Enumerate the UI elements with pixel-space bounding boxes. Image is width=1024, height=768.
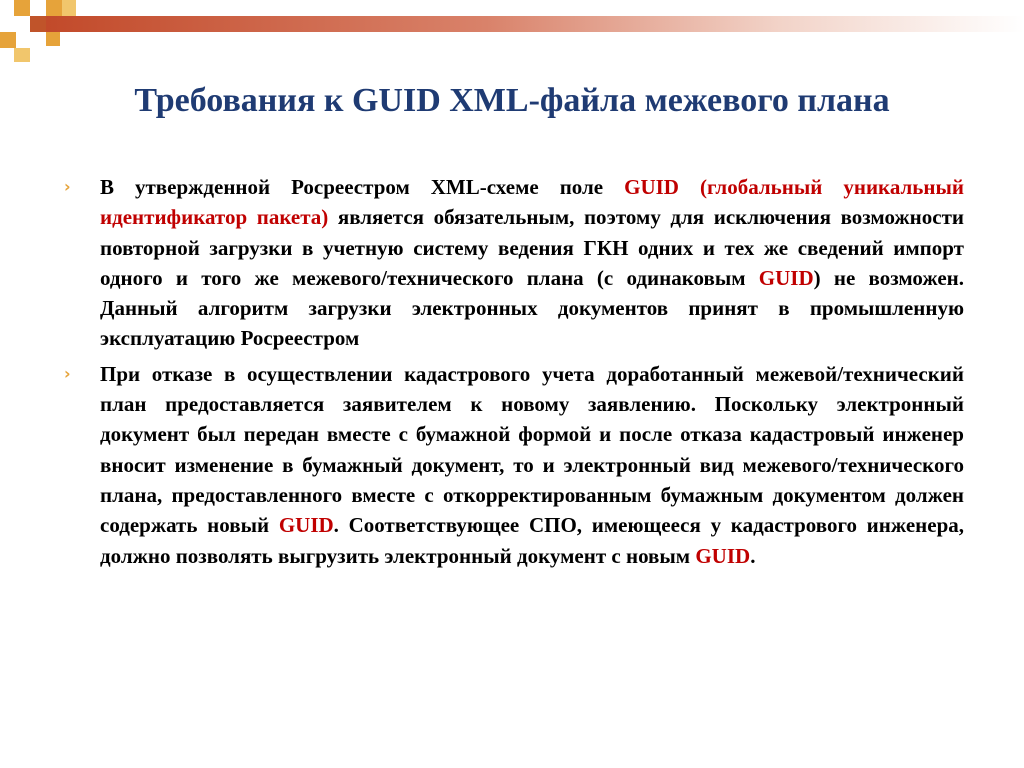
guid-term: GUID bbox=[758, 265, 814, 290]
bullet-text: . bbox=[750, 543, 756, 568]
decorative-square bbox=[62, 0, 76, 16]
chevron-right-icon: › bbox=[64, 177, 71, 196]
slide-content bbox=[64, 172, 965, 576]
bullet-text: является обязательным, поэтому для исключения возможности повторной загрузки в учетную систему ведения ГКН одних и тех же сведений импорт одного и того же межевого/технического плана (с одинаковым bbox=[100, 205, 964, 290]
bullet-text: ) не возможен. Данный алгоритм загрузки электронных документов принят в промышленную эксплуатацию Росреестром bbox=[100, 265, 964, 351]
bullet-text: В утвержденной Росреестром XML-схеме поле bbox=[100, 175, 625, 199]
decorative-square bbox=[14, 0, 30, 16]
bullet-text: При отказе в осуществлении кадастрового учета доработанный межевой/технический план предоставляется заявителем к новому заявлению. Поскольку электронный документ был передан вместе с бумажной формой и после отказа кадастровый инженер вносит изменение в бумажный документ, то и электронный вид межевого/технического плана, предоставленного вместе с откорректированным бумажным документом должен содержать новый bbox=[100, 361, 964, 538]
decorative-square bbox=[14, 48, 30, 62]
decorative-square bbox=[0, 32, 16, 48]
decorative-square bbox=[46, 0, 62, 16]
bullet-item bbox=[64, 172, 964, 354]
guid-term: GUID bbox=[278, 513, 334, 538]
guid-term: GUID bbox=[695, 543, 751, 568]
decorative-square bbox=[30, 16, 46, 32]
slide-title: Требования к GUID XML-файла межевого плана bbox=[134, 81, 890, 119]
bullet-item bbox=[64, 359, 965, 571]
header-gradient-bar bbox=[46, 16, 1024, 32]
bullet-text: . Соответствующее СПО, имеющееся у кадастрового инженера, должно позволять выгрузить электронный документ с новым bbox=[100, 513, 965, 568]
guid-term: GUID (глобальный уникальный идентификатор пакета) bbox=[100, 175, 964, 230]
decorative-square bbox=[46, 32, 60, 46]
chevron-right-icon: › bbox=[64, 363, 71, 383]
